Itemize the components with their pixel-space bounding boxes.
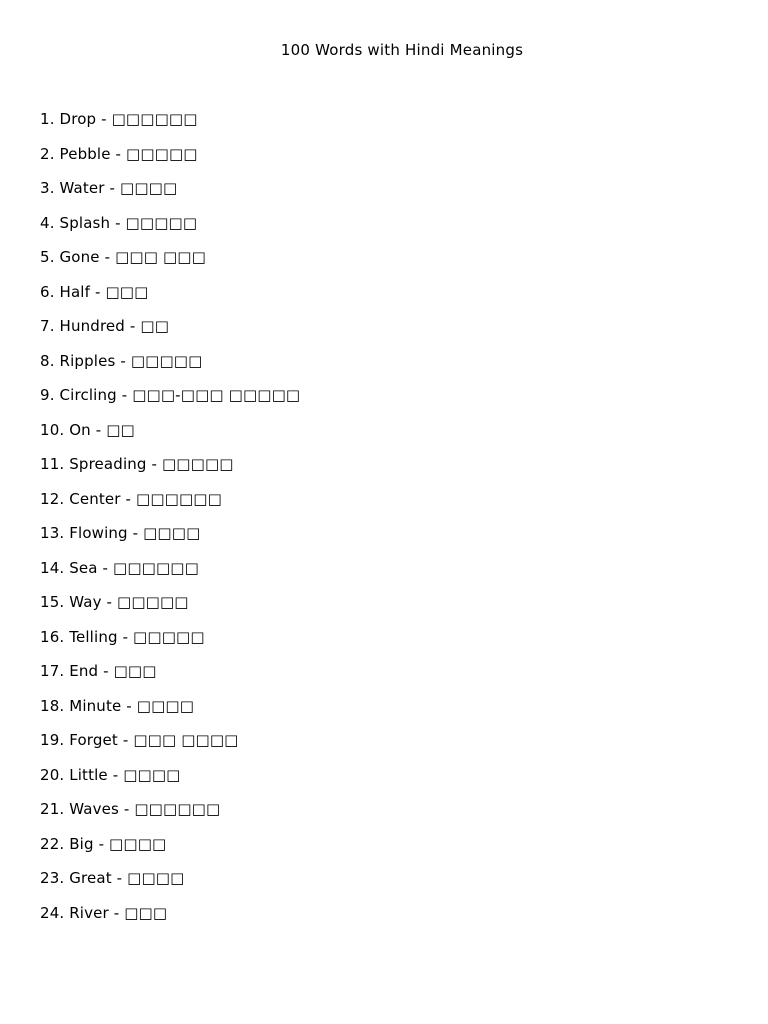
list-item: 20. Little - □□□□ [40, 765, 181, 784]
list-item: 13. Flowing - □□□□ [40, 524, 201, 542]
list-item: 2. Pebble - □□□□□ [40, 144, 198, 163]
list-item: 5. Gone - □□□ □□□ [40, 248, 206, 266]
list-item: 19. Forget - □□□ □□□□ [40, 731, 239, 749]
list-item: 16. Telling - □□□□□ [40, 627, 205, 646]
list-item: 21. Waves - □□□□□□ [40, 800, 221, 818]
list-item: 14. Sea - □□□□□□ [40, 558, 199, 577]
list-item: 18. Minute - □□□□ [40, 696, 195, 715]
list-item: 9. Circling - □□□-□□□ □□□□□ [40, 386, 301, 404]
list-item: 23. Great - □□□□ [40, 869, 185, 887]
list-item: 4. Splash - □□□□□ [40, 213, 198, 232]
list-item: 12. Center - □□□□□□ [40, 489, 222, 508]
list-item: 7. Hundred - □□ [40, 317, 170, 335]
word-list [40, 109, 300, 937]
list-item: 22. Big - □□□□ [40, 834, 167, 853]
list-item: 17. End - □□□ [40, 662, 157, 680]
list-item: 8. Ripples - □□□□□ [40, 351, 203, 370]
list-item: 24. River - □□□ [40, 903, 168, 922]
list-item: 15. Way - □□□□□ [40, 593, 189, 611]
list-item: 10. On - □□ [40, 420, 135, 439]
document-title: 100 Words with Hindi Meanings [280, 41, 524, 59]
list-item: 1. Drop - □□□□□□ [40, 110, 198, 128]
list-item: 3. Water - □□□□ [40, 179, 178, 197]
list-item: 11. Spreading - □□□□□ [40, 455, 234, 473]
list-item: 6. Half - □□□ [40, 282, 149, 301]
